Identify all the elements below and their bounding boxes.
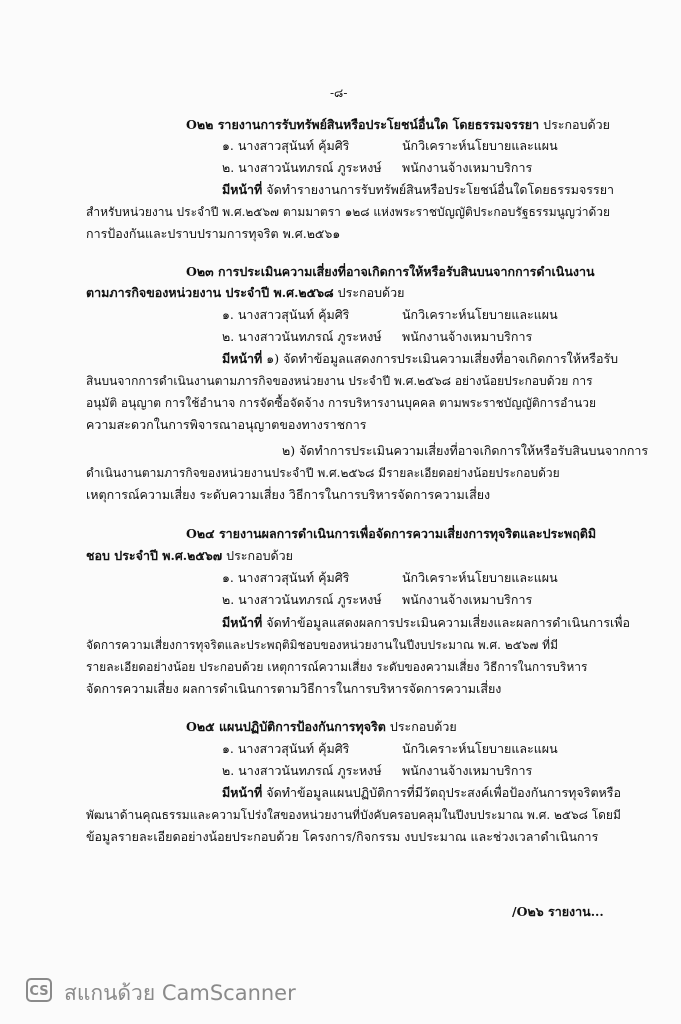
section-23-person-1-name: ๑. นางสาวสุนันท์ คุ้มศิริ (222, 307, 350, 322)
continuation-marker: /O๒๖ รายงาน... (512, 904, 604, 919)
section-22-heading-rest: ประกอบด้วย (539, 117, 610, 132)
section-24-duty-text-1: จัดทำข้อมูลแสดงผลการประเมินความเสี่ยงและผลการดำเนินการเพื่อ (266, 615, 631, 630)
section-24-duty-line-1 (222, 615, 630, 631)
section-25-duty-line-2: พัฒนาด้านคุณธรรมและความโปร่งใสของหน่วยงานที่บังคับครอบคลุมในปีงบประมาณ พ.ศ. ๒๕๖๘ โดยมี (86, 808, 621, 822)
section-24-person-2-name: ๒. นางสาวนันทภรณ์ ภูระหงษ์ (222, 592, 382, 607)
section-24-duty-label: มีหน้าที่ (222, 615, 263, 630)
section-22-person-1-name: ๑. นางสาวสุนันท์ คุ้มศิริ (222, 138, 350, 153)
section-23-duty-line-2: สินบนจากการดำเนินงานตามภารกิจของหน่วยงาน ประจำปี พ.ศ.๒๕๖๘ อย่างน้อยประกอบด้วย การ (86, 374, 593, 388)
section-25-person-2-name: ๒. นางสาวนันทภรณ์ ภูระหงษ์ (222, 763, 382, 778)
section-25-duty-line-3: ข้อมูลรายละเอียดอย่างน้อยประกอบด้วย โครงการ/กิจกรรม งบประมาณ และช่วงเวลาดำเนินการ (86, 829, 599, 844)
section-23-person-2-role: พนักงานจ้างเหมาบริการ (402, 329, 533, 344)
section-25-person-1-name: ๑. นางสาวสุนันท์ คุ้มศิริ (222, 741, 350, 756)
section-25-heading-rest: ประกอบด้วย (385, 719, 457, 734)
section-23-person-1-role: นักวิเคราะห์นโยบายและแผน (402, 307, 558, 322)
camscanner-logo-icon: CS (26, 978, 52, 1002)
page-number: -๘- (330, 86, 348, 100)
section-22-duty-line-1 (222, 182, 614, 198)
section-23-duty-text-1: ๑) จัดทำข้อมูลแสดงการประเมินความเสี่ยงที่อาจเกิดการให้หรือรับ (266, 351, 619, 366)
section-23-duty-label: มีหน้าที่ (222, 351, 263, 366)
section-25-duty-line-1 (222, 785, 621, 801)
section-22-person-2-name: ๒. นางสาวนันทภรณ์ ภูระหงษ์ (222, 160, 382, 175)
section-23-heading-line-1: O๒๓ การประเมินความเสี่ยงที่อาจเกิดการให้หรือรับสินบนจากการดำเนินงาน (186, 264, 595, 279)
section-23-person-2-name: ๒. นางสาวนันทภรณ์ ภูระหงษ์ (222, 329, 382, 344)
section-24-heading-line-2 (86, 548, 293, 564)
section-24-duty-line-2: จัดการความเสี่ยงการทุจริตและประพฤติมิชอบของหน่วยงานในปีงบประมาณ พ.ศ. ๒๕๖๗ ที่มี (86, 638, 558, 652)
section-25-heading-bold: O๒๕ แผนปฏิบัติการป้องกันการทุจริต (186, 719, 386, 734)
section-22-person-2-role: พนักงานจ้างเหมาบริการ (402, 160, 533, 175)
camscanner-watermark (26, 976, 356, 1006)
section-23-heading-line-2-rest: ประกอบด้วย (333, 285, 405, 300)
section-24-heading-line-1: O๒๔ รายงานผลการดำเนินการเพื่อจัดการความเสี่ยงการทุจริตและประพฤติมิ (186, 526, 597, 541)
section-22-duty-text-1: จัดทำรายงานการรับทรัพย์สินหรือประโยชน์อื่นใดโดยธรรมจรรยา (266, 182, 615, 197)
section-24-person-1-name: ๑. นางสาวสุนันท์ คุ้มศิริ (222, 570, 350, 585)
section-22-duty-line-3: การป้องกันและปราบปรามการทุจริต พ.ศ.๒๕๖๑ (86, 226, 341, 241)
section-23-duty-line-7: เหตุการณ์ความเสี่ยง ระดับความเสี่ยง วิธีการในการบริหารจัดการความเสี่ยง (86, 487, 491, 502)
camscanner-watermark-text: สแกนด้วย CamScanner (64, 981, 296, 1005)
section-24-heading-line-2-rest: ประกอบด้วย (222, 548, 293, 563)
section-22-person-1-role: นักวิเคราะห์นโยบายและแผน (402, 138, 558, 153)
section-24-person-1-role: นักวิเคราะห์นโยบายและแผน (402, 570, 558, 585)
section-24-heading-line-2-bold: ชอบ ประจำปี พ.ศ.๒๕๖๗ (86, 548, 223, 563)
section-23-heading-line-2-bold: ตามภารกิจของหน่วยงาน ประจำปี พ.ศ.๒๕๖๘ (86, 285, 334, 300)
section-25-heading (186, 719, 457, 735)
section-23-duty-line-3: อนุมัติ อนุญาต การใช้อำนาจ การจัดซื้อจัดจ้าง การบริหารงานบุคคล ตามพระราชบัญญัติการอำนวย (86, 396, 597, 410)
section-23-duty-line-4: ความสะดวกในการพิจารณาอนุญาตของทางราชการ (86, 417, 367, 432)
section-23-duty-line-1 (222, 351, 618, 367)
section-24-person-2-role: พนักงานจ้างเหมาบริการ (402, 592, 533, 607)
section-25-person-2-role: พนักงานจ้างเหมาบริการ (402, 763, 533, 778)
section-23-heading-line-2 (86, 285, 405, 301)
section-23-duty-line-6: ดำเนินงานตามภารกิจของหน่วยงานประจำปี พ.ศ.๒๕๖๘ มีรายละเอียดอย่างน้อยประกอบด้วย (86, 466, 560, 480)
section-24-duty-line-4: จัดการความเสี่ยง ผลการดำเนินการตามวิธีการในการบริหารจัดการความเสี่ยง (86, 681, 502, 696)
section-23-duty-line-5: ๒) จัดทำการประเมินความเสี่ยงที่อาจเกิดการให้หรือรับสินบนจากการ (282, 443, 649, 458)
section-25-duty-label: มีหน้าที่ (222, 785, 263, 800)
section-25-duty-text-1: จัดทำข้อมูลแผนปฏิบัติการที่มีวัตถุประสงค์เพื่อป้องกันการทุจริตหรือ (266, 785, 622, 800)
section-22-duty-label: มีหน้าที่ (222, 182, 263, 197)
section-22-heading (186, 117, 610, 133)
section-22-duty-line-2: สำหรับหน่วยงาน ประจำปี พ.ศ.๒๕๖๗ ตามมาตรา ๑๒๘ แห่งพระราชบัญญัติประกอบรัฐธรรมนูญว่าด้วย (86, 205, 611, 219)
section-25-person-1-role: นักวิเคราะห์นโยบายและแผน (402, 741, 558, 756)
section-24-duty-line-3: รายละเอียดอย่างน้อย ประกอบด้วย เหตุการณ์ความเสี่ยง ระดับของความเสี่ยง วิธีการในการบริหาร (86, 660, 588, 674)
section-22-heading-bold: O๒๒ รายงานการรับทรัพย์สินหรือประโยชน์อื่นใด โดยธรรมจรรยา (186, 117, 540, 132)
